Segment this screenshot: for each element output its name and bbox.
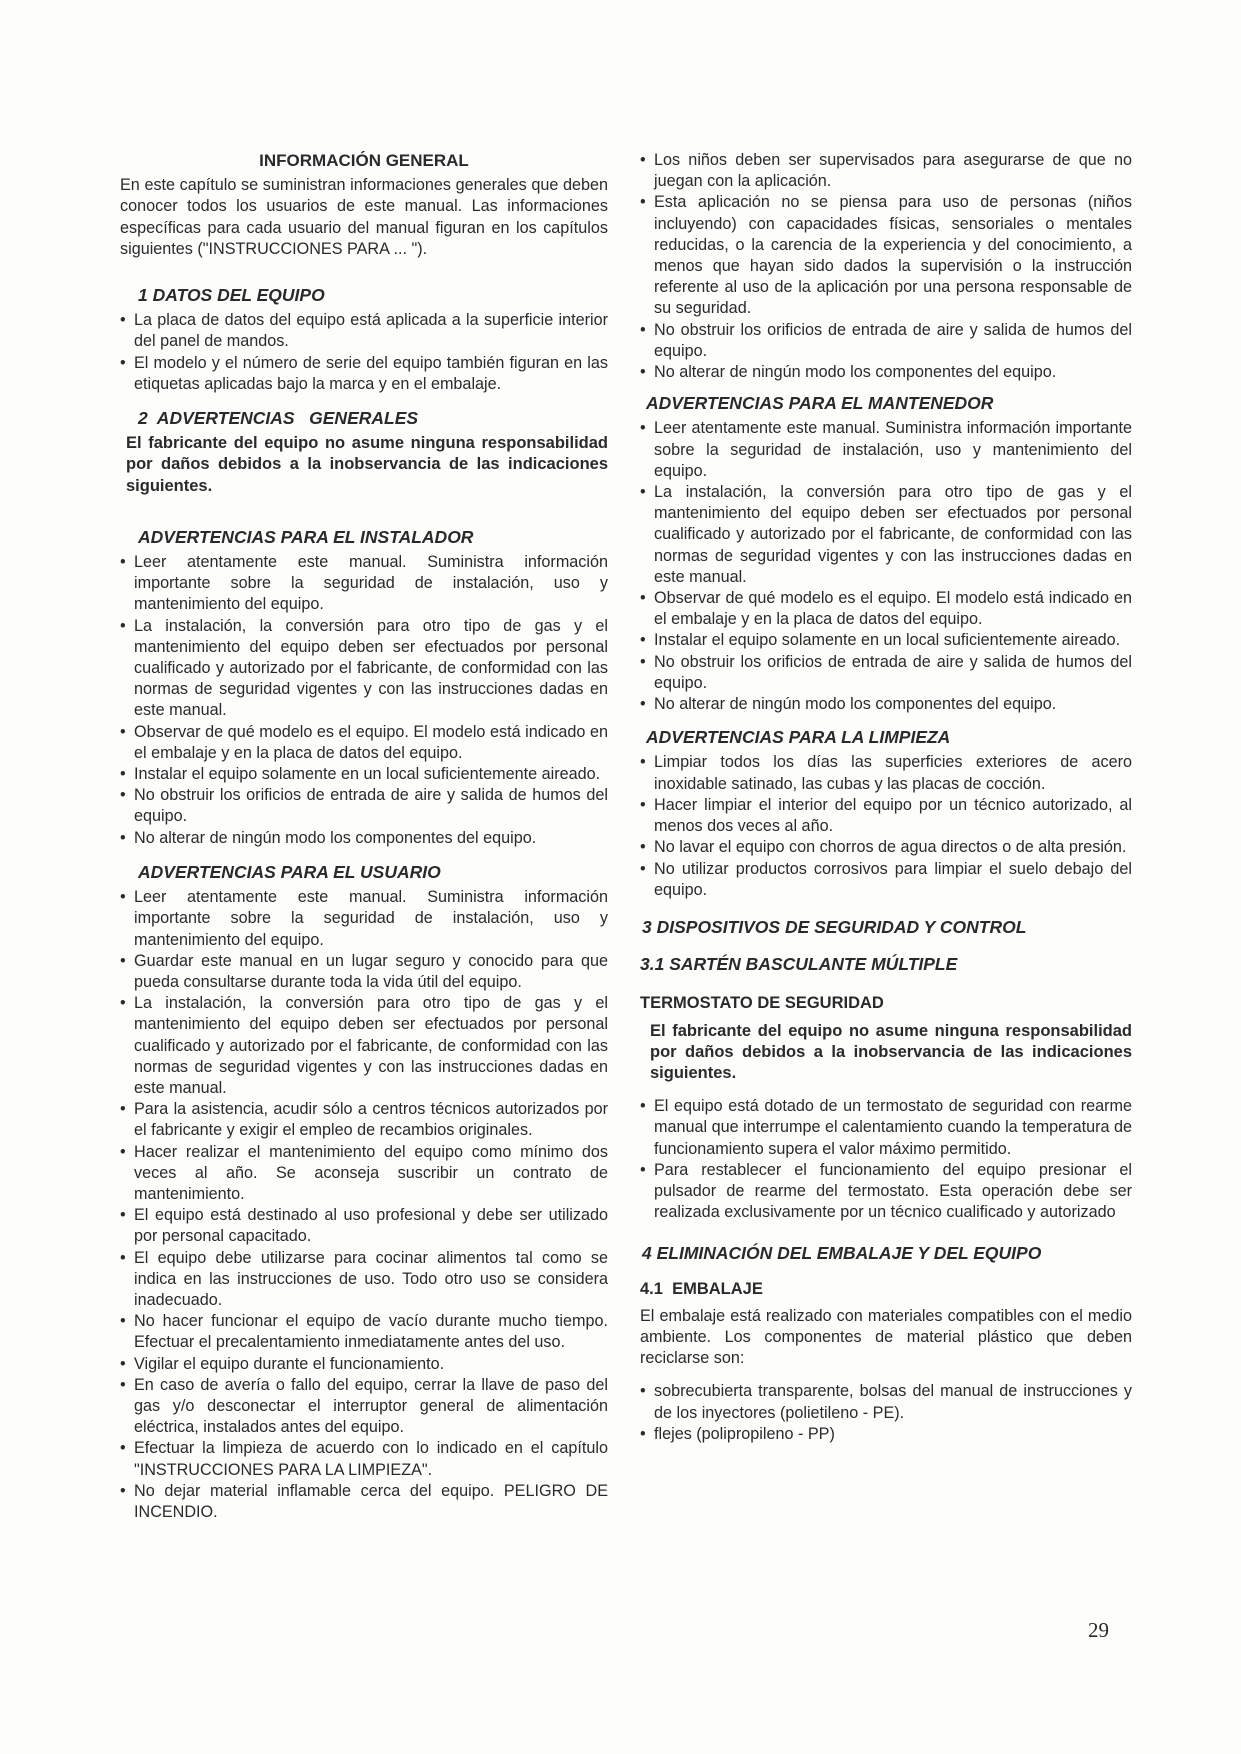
list-item: • La instalación, la conversión para otro tipo de gas y el mantenimiento del equipo deben ser efectuados por personal cualificado y autorizado por el fabricante, de conformidad con las normas de seguridad vigentes y con las instrucciones dadas en este manual. bbox=[120, 616, 608, 722]
installer-warnings-list bbox=[120, 552, 608, 849]
section-1-list bbox=[120, 310, 608, 395]
list-item: • No alterar de ningún modo los componentes del equipo. bbox=[120, 828, 608, 849]
section-3-title: 3 DISPOSITIVOS DE SEGURIDAD Y CONTROL bbox=[642, 916, 1027, 937]
list-item: • No obstruir los orificios de entrada de aire y salida de humos del equipo. bbox=[120, 785, 608, 827]
list-item: • No obstruir los orificios de entrada de aire y salida de humos del equipo. bbox=[640, 652, 1132, 694]
page-number: 29 bbox=[1088, 1618, 1109, 1642]
list-item: • Leer atentamente este manual. Suministra información importante sobre la seguridad de instalación, uso y mantenimiento del equipo. bbox=[120, 552, 608, 616]
packaging-list bbox=[640, 1381, 1132, 1445]
list-item: • Observar de qué modelo es el equipo. El modelo está indicado en el embalaje y en la placa de datos del equipo. bbox=[120, 722, 608, 764]
maintainer-warnings-list bbox=[640, 418, 1132, 715]
section-2-disclaimer: El fabricante del equipo no asume ninguna responsabilidad por daños debidos a la inobservancia de las indicaciones siguientes. bbox=[126, 434, 608, 495]
list-item: • El modelo y el número de serie del equipo también figuran en las etiquetas aplicadas bajo la marca y en el embalaje. bbox=[120, 353, 608, 395]
list-item: • No alterar de ningún modo los componentes del equipo. bbox=[640, 694, 1132, 715]
list-item: • Hacer realizar el mantenimiento del equipo como mínimo dos veces al año. Se aconseja suscribir un contrato de mantenimiento. bbox=[120, 1142, 608, 1206]
list-item: • La instalación, la conversión para otro tipo de gas y el mantenimiento del equipo deben ser efectuados por personal cualificado y autorizado por el fabricante, de conformidad con las normas de seguridad vigentes y con las instrucciones dadas en este manual. bbox=[640, 482, 1132, 588]
packaging-intro: El embalaje está realizado con materiales compatibles con el medio ambiente. Los componentes de material plástico que deben reciclarse son: bbox=[640, 1306, 1132, 1368]
general-info-intro: En este capítulo se suministran informaciones generales que deben conocer todos los usuarios de este manual. Las informaciones específicas para cada usuario del manual figuran en los capítulos siguientes ("INSTRUCCIONES PARA ... "). bbox=[120, 176, 608, 258]
installer-warnings-title: ADVERTENCIAS PARA EL INSTALADOR bbox=[138, 526, 474, 547]
maintainer-warnings-title: ADVERTENCIAS PARA EL MANTENEDOR bbox=[646, 393, 994, 414]
list-item: • Leer atentamente este manual. Suministra información importante sobre la seguridad de instalación, uso y mantenimiento del equipo. bbox=[640, 418, 1132, 482]
list-item: • El equipo está destinado al uso profesional y debe ser utilizado por personal capacitado. bbox=[120, 1205, 608, 1247]
list-item: • No lavar el equipo con chorros de agua directos o de alta presión. bbox=[640, 837, 1132, 858]
list-item: • Leer atentamente este manual. Suministra información importante sobre la seguridad de instalación, uso y mantenimiento del equipo. bbox=[120, 887, 608, 951]
list-item: • No dejar material inflamable cerca del equipo. PELIGRO DE INCENDIO. bbox=[120, 1481, 608, 1523]
list-item: • Efectuar la limpieza de acuerdo con lo indicado en el capítulo "INSTRUCCIONES PARA LA LIMPIEZA". bbox=[120, 1438, 608, 1480]
safety-thermostat-title: TERMOSTATO DE SEGURIDAD bbox=[640, 994, 884, 1013]
section-4-1-title: 4.1 EMBALAJE bbox=[640, 1279, 763, 1298]
left-column bbox=[120, 150, 608, 1523]
cleaning-warnings-title: ADVERTENCIAS PARA LA LIMPIEZA bbox=[646, 727, 951, 748]
list-item: • La placa de datos del equipo está aplicada a la superficie interior del panel de mandos. bbox=[120, 310, 608, 352]
list-item: • Instalar el equipo solamente en un local suficientemente aireado. bbox=[120, 764, 608, 785]
safety-thermostat-disclaimer: El fabricante del equipo no asume ninguna responsabilidad por daños debidos a la inobservancia de las indicaciones siguientes. bbox=[650, 1021, 1132, 1082]
list-item: • Hacer limpiar el interior del equipo por un técnico autorizado, al menos dos veces al año. bbox=[640, 795, 1132, 837]
section-1-title: 1 DATOS DEL EQUIPO bbox=[138, 285, 325, 306]
safety-thermostat-list bbox=[640, 1096, 1132, 1223]
cleaning-warnings-list bbox=[640, 752, 1132, 900]
list-item: • No utilizar productos corrosivos para limpiar el suelo debajo del equipo. bbox=[640, 859, 1132, 901]
section-2-title: 2 ADVERTENCIAS GENERALES bbox=[138, 408, 419, 429]
list-item: • Guardar este manual en un lugar seguro y conocido para que pueda consultarse durante toda la vida útil del equipo. bbox=[120, 951, 608, 993]
list-item: • Observar de qué modelo es el equipo. El modelo está indicado en el embalaje y en la placa de datos del equipo. bbox=[640, 588, 1132, 630]
list-item: • Limpiar todos los días las superficies exteriores de acero inoxidable satinado, las cubas y las placas de cocción. bbox=[640, 752, 1132, 794]
user-warnings-continued-list bbox=[640, 150, 1132, 383]
list-item: • Esta aplicación no se piensa para uso de personas (niños incluyendo) con capacidades físicas, sensoriales o mentales reducidas, o la carencia de la experiencia y del conocimiento, a menos que hayan sido dados la supervisión o la instrucción referente al uso de la aplicación por una persona responsable de su seguridad. bbox=[640, 192, 1132, 319]
list-item: • El equipo debe utilizarse para cocinar alimentos tal como se indica en las instrucciones de uso. Todo otro uso se considera inadecuado. bbox=[120, 1248, 608, 1312]
list-item: • sobrecubierta transparente, bolsas del manual de instrucciones y de los inyectores (polietileno - PE). bbox=[640, 1381, 1132, 1423]
right-column bbox=[640, 150, 1132, 1445]
list-item: • La instalación, la conversión para otro tipo de gas y el mantenimiento del equipo deben ser efectuados por personal cualificado y autorizado por el fabricante, de conformidad con las normas de seguridad vigentes y con las instrucciones dadas en este manual. bbox=[120, 993, 608, 1099]
list-item: • No obstruir los orificios de entrada de aire y salida de humos del equipo. bbox=[640, 320, 1132, 362]
list-item: • Vigilar el equipo durante el funcionamiento. bbox=[120, 1354, 608, 1375]
list-item: • Para la asistencia, acudir sólo a centros técnicos autorizados por el fabricante y exigir el empleo de recambios originales. bbox=[120, 1099, 608, 1141]
section-3-1-title: 3.1 SARTÉN BASCULANTE MÚLTIPLE bbox=[640, 954, 958, 975]
list-item: • flejes (polipropileno - PP) bbox=[640, 1424, 1132, 1445]
list-item: • En caso de avería o fallo del equipo, cerrar la llave de paso del gas y/o desconectar el interruptor general de alimentación eléctrica, instalados antes del equipo. bbox=[120, 1375, 608, 1439]
list-item: • No alterar de ningún modo los componentes del equipo. bbox=[640, 362, 1132, 383]
list-item: • Para restablecer el funcionamiento del equipo presionar el pulsador de rearme del termostato. Esta operación debe ser realizada exclusivamente por un técnico cualificado y autorizado bbox=[640, 1160, 1132, 1224]
list-item: • El equipo está dotado de un termostato de seguridad con rearme manual que interrumpe el calentamiento cuando la temperatura de funcionamiento supera el valor máximo permitido. bbox=[640, 1096, 1132, 1160]
general-info-title: INFORMACIÓN GENERAL bbox=[259, 151, 469, 170]
list-item: • Instalar el equipo solamente en un local suficientemente aireado. bbox=[640, 630, 1132, 651]
user-warnings-title: ADVERTENCIAS PARA EL USUARIO bbox=[138, 861, 441, 882]
list-item: • Los niños deben ser supervisados para asegurarse de que no juegan con la aplicación. bbox=[640, 150, 1132, 192]
list-item: • No hacer funcionar el equipo de vacío durante mucho tiempo. Efectuar el precalentamiento inmediatamente antes del uso. bbox=[120, 1311, 608, 1353]
section-4-title: 4 ELIMINACIÓN DEL EMBALAJE Y DEL EQUIPO bbox=[642, 1243, 1042, 1264]
user-warnings-list bbox=[120, 887, 608, 1523]
